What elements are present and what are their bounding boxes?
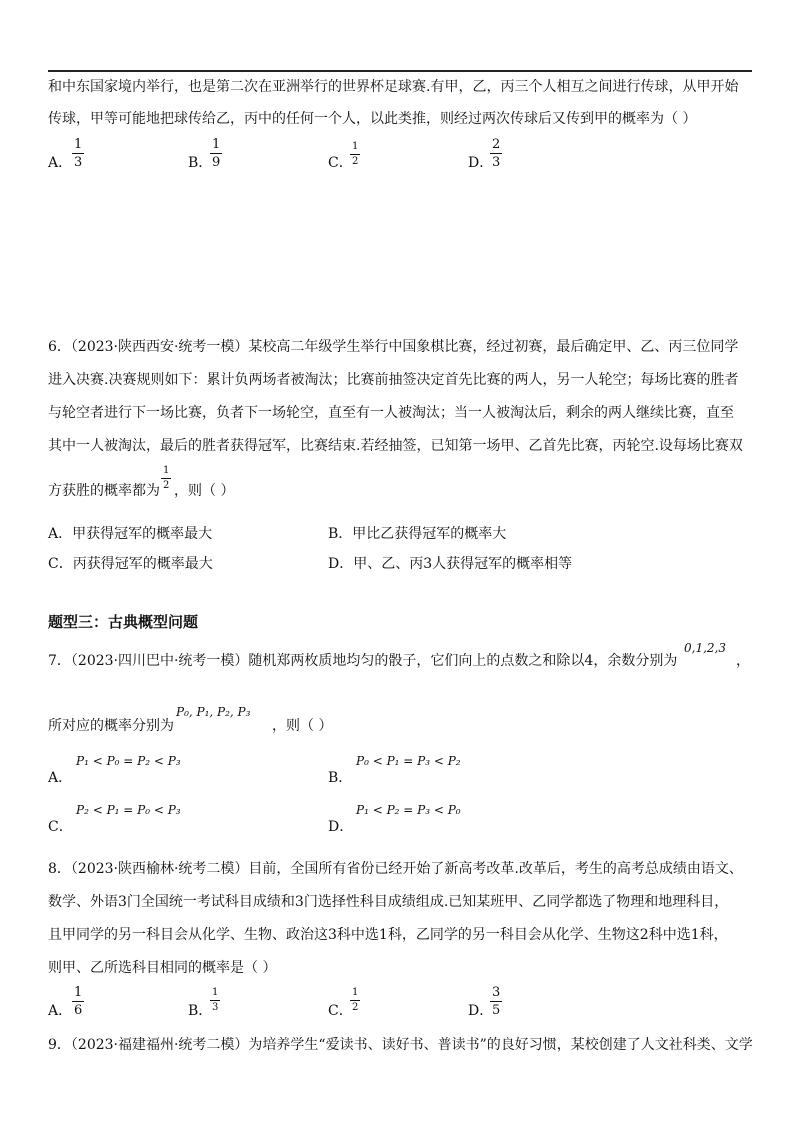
q5-option-b-fraction: 1 9: [212, 137, 221, 170]
q5-option-d-fraction: 2 3: [492, 137, 501, 170]
q6-option-a[interactable]: A．甲获得冠军的概率最大: [48, 526, 213, 542]
q8-option-a-fraction: 1 6: [74, 985, 83, 1018]
q8-option-b-label[interactable]: B．: [188, 1003, 213, 1019]
q9-line-1: 9．（2023·福建福州·统考二模）为培养学生“爱读书、读好书、普读书”的良好习惯，某校创建了人文社科类、文学: [48, 1037, 753, 1053]
q8-line-2: 数学、外语3门全国统一考试科目成绩和3门选择性科目成绩组成.已知某班甲、乙同学都选了物理和地理科目，: [48, 894, 729, 910]
q6-line-5b: ，则（ ）: [174, 483, 235, 499]
q5-line-2: 传球，甲等可能地把球传给乙，丙中的任何一个人，以此类推，则经过两次传球后又传到甲的概率为（ ）: [48, 111, 697, 127]
q8-option-c-label[interactable]: C．: [328, 1003, 353, 1019]
q6-option-d[interactable]: D．甲、乙、丙3人获得冠军的概率相等: [328, 556, 573, 572]
top-rule: [48, 70, 752, 72]
q7-option-b-expr: P₀ < P₁ = P₃ < P₂: [356, 754, 461, 768]
q7-line-2b: ，则（ ）: [272, 718, 333, 734]
q8-line-1: 8．（2023·陕西榆林·统考二模）目前，全国所有省份已经开始了新高考改革.改革后，考生的高考总成绩由语文、: [48, 861, 743, 877]
q5-option-b-label[interactable]: B．: [188, 155, 213, 171]
q8-line-4: 则甲、乙所选科目相同的概率是（ ）: [48, 960, 277, 976]
q7-option-a-expr: P₁ < P₀ = P₂ < P₃: [76, 754, 181, 768]
q6-line-4: 其中一人被淘汰，最后的胜者获得冠军，比赛结束.若经抽签，已知第一场甲、乙首先比赛，丙轮空.设每场比赛双: [48, 438, 743, 454]
q8-option-c-fraction: 1 2: [352, 987, 359, 1013]
q6-option-c[interactable]: C．丙获得冠军的概率最大: [48, 556, 213, 572]
section-heading: 题型三：古典概型问题: [48, 613, 199, 631]
q7-line-2a: 所对应的概率分别为: [48, 718, 174, 734]
q5-line-1: 和中东国家境内举行，也是第二次在亚洲举行的世界杯足球赛.有甲，乙，丙三个人相互之间进行传球，从甲开始: [48, 79, 739, 95]
q6-fraction: 1 2: [163, 465, 170, 491]
q8-option-d-fraction: 3 5: [492, 985, 501, 1018]
q7-line-1: 7．（2023·四川巴中·统考一模）随机郑两枚质地均匀的骰子，它们向上的点数之和除以4，余数分别为: [48, 653, 678, 669]
q5-option-c-label[interactable]: C．: [328, 155, 353, 171]
q5-option-a-label[interactable]: A．: [48, 155, 73, 171]
q8-option-a-label[interactable]: A．: [48, 1003, 73, 1019]
q8-option-d-label[interactable]: D．: [468, 1003, 494, 1019]
q6-line-5a: 方获胜的概率都为: [48, 483, 160, 499]
q7-comma: ，: [736, 653, 750, 669]
q6-line-3: 与轮空者进行下一场比赛，负者下一场轮空，直至有一人被淘汰；当一人被淘汰后，剩余的两人继续比赛，直至: [48, 405, 734, 421]
q7-option-d-label[interactable]: D．: [328, 819, 354, 835]
q7-option-d-expr: P₁ < P₂ = P₃ < P₀: [356, 803, 461, 817]
q7-option-c-label[interactable]: C．: [48, 819, 73, 835]
q7-option-a-label[interactable]: A．: [48, 770, 73, 786]
q7-option-b-label[interactable]: B．: [328, 770, 353, 786]
q7-option-c-expr: P₂ < P₁ = P₀ < P₃: [76, 803, 181, 817]
q7-remainders: 0,1,2,3: [684, 641, 726, 655]
q6-line-1: 6．（2023·陕西西安·统考一模）某校高二年级学生举行中国象棋比赛，经过初赛，最后确定甲、乙、丙三位同学: [48, 339, 739, 355]
q6-line-2: 进入决赛.决赛规则如下：累计负两场者被淘汰；比赛前抽签决定首先比赛的两人，另一人轮空；每场比赛的胜者: [48, 372, 739, 388]
q5-option-a-fraction: 1 3: [74, 137, 83, 170]
q5-option-d-label[interactable]: D．: [468, 155, 494, 171]
q8-option-b-fraction: 1 3: [212, 987, 219, 1013]
q8-line-3: 且甲同学的另一科目会从化学、生物、政治这3科中选1科，乙同学的另一科目会从化学、生物这2科中选1科，: [48, 927, 728, 943]
q6-option-b[interactable]: B．甲比乙获得冠军的概率大: [328, 526, 507, 542]
q7-probabilities: P₀, P₁, P₂, P₃: [176, 705, 251, 719]
q5-option-c-fraction: 1 2: [352, 141, 359, 167]
